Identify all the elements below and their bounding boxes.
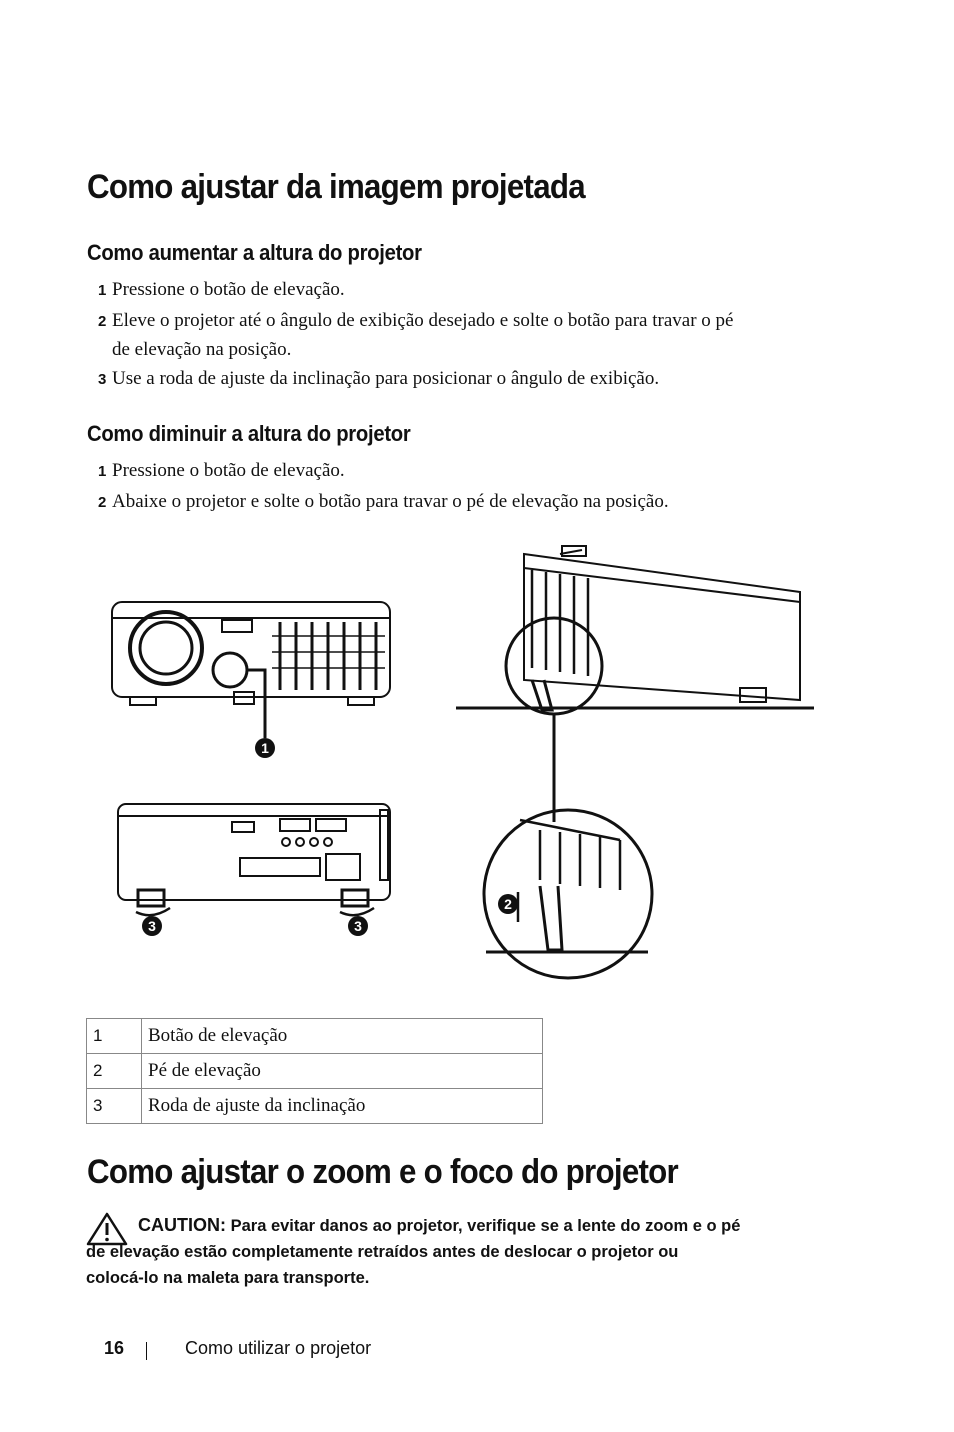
step-number: 2 bbox=[98, 313, 107, 330]
step-text: Eleve o projetor até o ângulo de exibição desejado e solte o botão para travar o pé bbox=[112, 310, 734, 331]
footer-divider bbox=[146, 1342, 147, 1360]
chapter-title: Como utilizar o projetor bbox=[185, 1338, 372, 1358]
step-number: 3 bbox=[98, 371, 107, 388]
step-text: Use a roda de ajuste da inclinação para posicionar o ângulo de exibição. bbox=[112, 368, 660, 389]
step-number: 1 bbox=[98, 282, 107, 299]
step-text: Abaixe o projetor e solte o botão para travar o pé de elevação na posição. bbox=[112, 491, 669, 512]
step-number: 2 bbox=[98, 494, 107, 511]
step-text: Pressione o botão de elevação. bbox=[112, 279, 345, 300]
step-number: 1 bbox=[98, 463, 107, 480]
callout-1: 1 bbox=[261, 740, 269, 756]
legend-number: 2 bbox=[87, 1054, 142, 1089]
legend-label: Botão de elevação bbox=[142, 1019, 543, 1054]
legend-number: 1 bbox=[87, 1019, 142, 1054]
callout-2: 2 bbox=[504, 896, 512, 912]
caution-text-line3: colocá-lo na maleta para transporte. bbox=[86, 1269, 370, 1287]
step-text: Pressione o botão de elevação. bbox=[112, 460, 345, 481]
table-row bbox=[87, 1019, 543, 1054]
page-number: 16 bbox=[104, 1338, 125, 1358]
table-row bbox=[87, 1089, 543, 1124]
projector-front-view bbox=[112, 602, 390, 738]
list-item bbox=[98, 457, 838, 486]
subheading-lower: Como diminuir a altura do projetor bbox=[87, 421, 411, 446]
section-title-zoom-focus: Como ajustar o zoom e o foco do projetor bbox=[87, 1153, 678, 1191]
page-footer bbox=[104, 1338, 371, 1360]
caution-label: CAUTION: bbox=[138, 1215, 226, 1235]
list-item bbox=[98, 488, 838, 517]
list-item bbox=[98, 276, 838, 305]
projector-back-view bbox=[118, 804, 390, 915]
page-title: Como ajustar da imagem projetada bbox=[87, 168, 585, 206]
caution-text-line1: Para evitar danos ao projetor, verifique se a lente do zoom e o pé bbox=[230, 1217, 741, 1235]
list-item bbox=[98, 365, 838, 394]
projector-illustration bbox=[100, 540, 820, 980]
step-text-continued: de elevação na posição. bbox=[112, 339, 292, 360]
legend-label: Pé de elevação bbox=[142, 1054, 543, 1089]
subheading-raise: Como aumentar a altura do projetor bbox=[87, 240, 422, 265]
caution-text-line2: de elevação estão completamente retraídos antes de deslocar o projetor ou bbox=[86, 1243, 679, 1261]
legend-table bbox=[86, 1018, 543, 1124]
zoomed-foot-detail bbox=[484, 810, 652, 978]
callout-3-left: 3 bbox=[148, 918, 156, 934]
legend-label: Roda de ajuste da inclinação bbox=[142, 1089, 543, 1124]
table-row bbox=[87, 1054, 543, 1089]
projector-side-view bbox=[456, 546, 814, 822]
list-item bbox=[98, 307, 838, 364]
callout-3-right: 3 bbox=[354, 918, 362, 934]
legend-number: 3 bbox=[87, 1089, 142, 1124]
warning-icon bbox=[86, 1212, 128, 1246]
caution-note bbox=[86, 1212, 826, 1291]
